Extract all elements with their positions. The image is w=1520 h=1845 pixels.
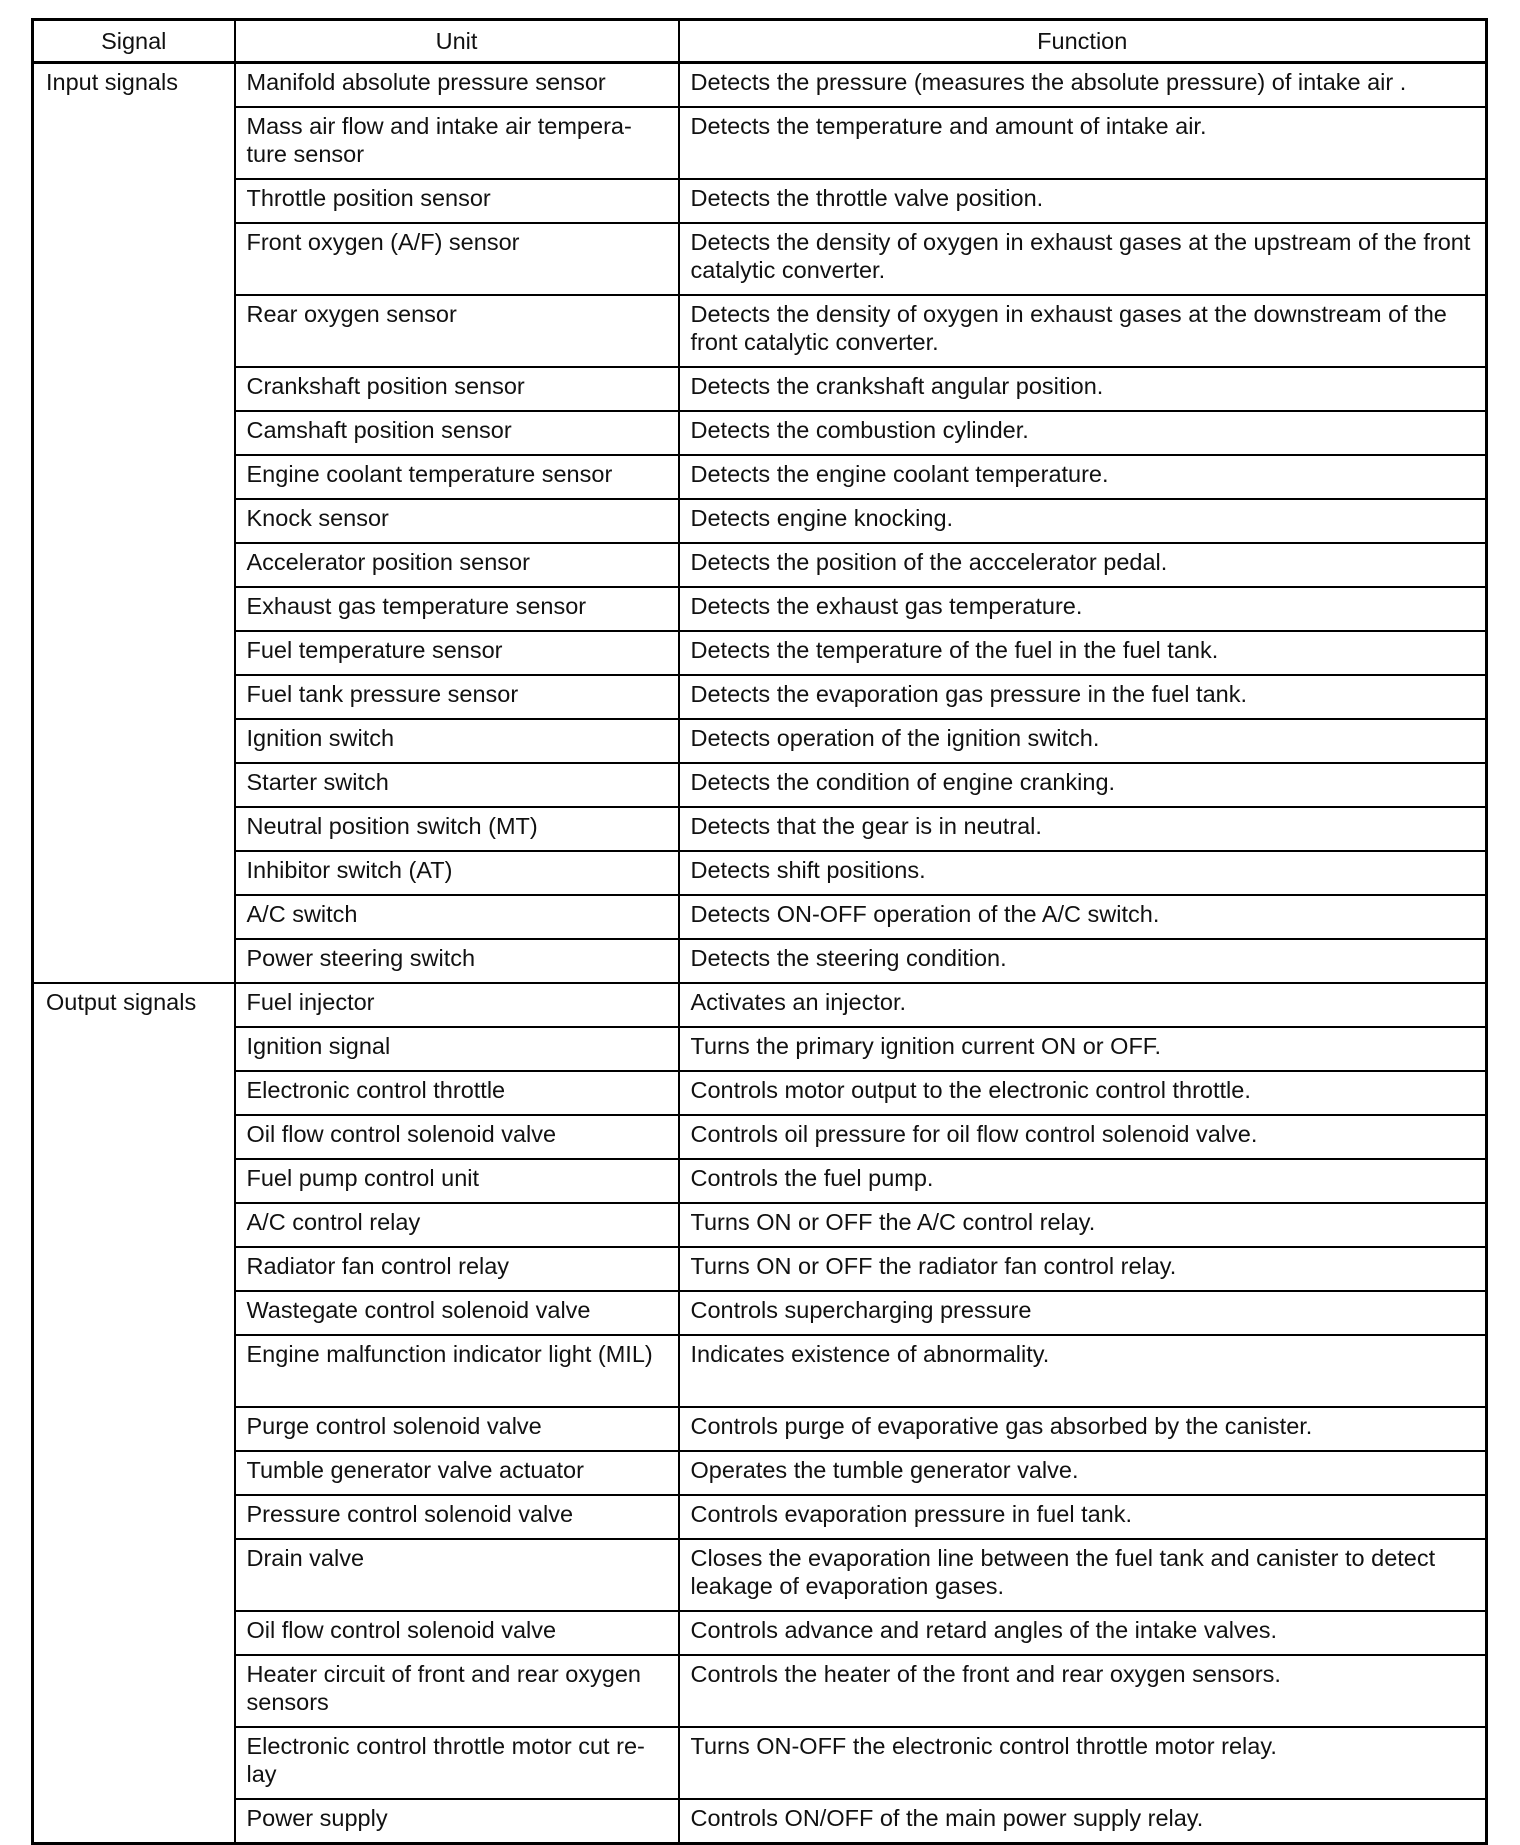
function-cell: Closes the evaporation line between the fuel tank and canister to detect leakage of evaporation gases. (679, 1539, 1487, 1611)
table-row (33, 1335, 1487, 1407)
table-row (33, 631, 1487, 675)
table-row (33, 1027, 1487, 1071)
function-cell: Controls supercharging pressure (679, 1291, 1487, 1335)
table-row (33, 499, 1487, 543)
unit-cell: Ignition switch (235, 719, 679, 763)
function-cell: Turns ON or OFF the A/C control relay. (679, 1203, 1487, 1247)
table-row (33, 587, 1487, 631)
table-row (33, 1539, 1487, 1611)
function-cell: Detects the temperature and amount of intake air. (679, 107, 1487, 179)
table-row (33, 851, 1487, 895)
table-row (33, 1611, 1487, 1655)
function-cell: Operates the tumble generator valve. (679, 1451, 1487, 1495)
function-cell: Detects the crankshaft angular position. (679, 367, 1487, 411)
function-cell: Detects the temperature of the fuel in the fuel tank. (679, 631, 1487, 675)
function-cell: Detects the throttle valve position. (679, 179, 1487, 223)
unit-cell: Tumble generator valve actuator (235, 1451, 679, 1495)
unit-cell: Wastegate control solenoid valve (235, 1291, 679, 1335)
function-cell: Turns ON-OFF the electronic control throttle motor relay. (679, 1727, 1487, 1799)
function-cell: Turns ON or OFF the radiator fan control relay. (679, 1247, 1487, 1291)
function-cell: Detects the exhaust gas temperature. (679, 587, 1487, 631)
table-row (33, 1799, 1487, 1844)
signal-group-cell: Output signals (33, 983, 235, 1844)
unit-cell: Electronic control throttle motor cut re-lay (235, 1727, 679, 1799)
unit-cell: Mass air flow and intake air tempera-ture sensor (235, 107, 679, 179)
unit-cell: Manifold absolute pressure sensor (235, 63, 679, 108)
unit-cell: Exhaust gas temperature sensor (235, 587, 679, 631)
function-cell: Detects the evaporation gas pressure in the fuel tank. (679, 675, 1487, 719)
function-cell: Detects engine knocking. (679, 499, 1487, 543)
function-cell: Detects operation of the ignition switch. (679, 719, 1487, 763)
function-cell: Detects that the gear is in neutral. (679, 807, 1487, 851)
function-cell: Detects the steering condition. (679, 939, 1487, 983)
function-cell: Controls oil pressure for oil flow control solenoid valve. (679, 1115, 1487, 1159)
table-row (33, 719, 1487, 763)
unit-cell: Oil flow control solenoid valve (235, 1115, 679, 1159)
unit-cell: Neutral position switch (MT) (235, 807, 679, 851)
function-cell: Controls motor output to the electronic control throttle. (679, 1071, 1487, 1115)
unit-cell: A/C switch (235, 895, 679, 939)
table-row (33, 295, 1487, 367)
table-row (33, 411, 1487, 455)
table-row (33, 1727, 1487, 1799)
unit-cell: Ignition signal (235, 1027, 679, 1071)
function-cell: Activates an injector. (679, 983, 1487, 1027)
table-row (33, 1495, 1487, 1539)
header-function: Function (679, 20, 1487, 63)
unit-cell: Front oxygen (A/F) sensor (235, 223, 679, 295)
table-row (33, 675, 1487, 719)
table-row (33, 807, 1487, 851)
unit-cell: Power steering switch (235, 939, 679, 983)
unit-cell: Power supply (235, 1799, 679, 1844)
unit-cell: Drain valve (235, 1539, 679, 1611)
unit-cell: Crankshaft position sensor (235, 367, 679, 411)
table-row (33, 179, 1487, 223)
signal-group-cell: Input signals (33, 63, 235, 984)
function-cell: Controls purge of evaporative gas absorbed by the canister. (679, 1407, 1487, 1451)
table-row (33, 1071, 1487, 1115)
unit-cell: Fuel tank pressure sensor (235, 675, 679, 719)
signal-table-container (31, 18, 1485, 1845)
function-cell: Detects the engine coolant temperature. (679, 455, 1487, 499)
unit-cell: Starter switch (235, 763, 679, 807)
unit-cell: Fuel pump control unit (235, 1159, 679, 1203)
unit-cell: Heater circuit of front and rear oxygen sensors (235, 1655, 679, 1727)
table-row (33, 1203, 1487, 1247)
table-row (33, 63, 1487, 108)
header-row (33, 20, 1487, 63)
table-row (33, 1115, 1487, 1159)
unit-cell: Radiator fan control relay (235, 1247, 679, 1291)
unit-cell: Fuel injector (235, 983, 679, 1027)
table-row (33, 1451, 1487, 1495)
unit-cell: Fuel temperature sensor (235, 631, 679, 675)
unit-cell: Pressure control solenoid valve (235, 1495, 679, 1539)
table-row (33, 543, 1487, 587)
unit-cell: Oil flow control solenoid valve (235, 1611, 679, 1655)
unit-cell: A/C control relay (235, 1203, 679, 1247)
table-row (33, 1407, 1487, 1451)
function-cell: Detects the density of oxygen in exhaust gases at the downstream of the front catalytic converter. (679, 295, 1487, 367)
unit-cell: Engine malfunction indicator light (MIL) (235, 1335, 679, 1407)
function-cell: Controls evaporation pressure in fuel tank. (679, 1495, 1487, 1539)
signal-table (31, 18, 1488, 1845)
unit-cell: Accelerator position sensor (235, 543, 679, 587)
function-cell: Detects the pressure (measures the absolute pressure) of intake air . (679, 63, 1487, 108)
table-row (33, 1291, 1487, 1335)
function-cell: Controls the heater of the front and rear oxygen sensors. (679, 1655, 1487, 1727)
unit-cell: Electronic control throttle (235, 1071, 679, 1115)
table-row (33, 367, 1487, 411)
function-cell: Detects ON-OFF operation of the A/C switch. (679, 895, 1487, 939)
header-signal: Signal (33, 20, 235, 63)
function-cell: Detects the condition of engine cranking. (679, 763, 1487, 807)
function-cell: Indicates existence of abnormality. (679, 1335, 1487, 1407)
function-cell: Controls ON/OFF of the main power supply relay. (679, 1799, 1487, 1844)
function-cell: Detects the density of oxygen in exhaust gases at the upstream of the front catalytic converter. (679, 223, 1487, 295)
function-cell: Detects the position of the acccelerator pedal. (679, 543, 1487, 587)
table-row (33, 107, 1487, 179)
table-body (33, 63, 1487, 1844)
function-cell: Turns the primary ignition current ON or OFF. (679, 1027, 1487, 1071)
table-row (33, 1247, 1487, 1291)
table-row (33, 939, 1487, 983)
function-cell: Controls advance and retard angles of the intake valves. (679, 1611, 1487, 1655)
table-row (33, 1655, 1487, 1727)
unit-cell: Rear oxygen sensor (235, 295, 679, 367)
table-row (33, 895, 1487, 939)
table-row (33, 763, 1487, 807)
unit-cell: Inhibitor switch (AT) (235, 851, 679, 895)
table-row (33, 223, 1487, 295)
unit-cell: Throttle position sensor (235, 179, 679, 223)
table-row (33, 1159, 1487, 1203)
unit-cell: Engine coolant temperature sensor (235, 455, 679, 499)
table-row (33, 455, 1487, 499)
header-unit: Unit (235, 20, 679, 63)
unit-cell: Purge control solenoid valve (235, 1407, 679, 1451)
function-cell: Controls the fuel pump. (679, 1159, 1487, 1203)
unit-cell: Knock sensor (235, 499, 679, 543)
function-cell: Detects the combustion cylinder. (679, 411, 1487, 455)
table-row (33, 983, 1487, 1027)
unit-cell: Camshaft position sensor (235, 411, 679, 455)
function-cell: Detects shift positions. (679, 851, 1487, 895)
